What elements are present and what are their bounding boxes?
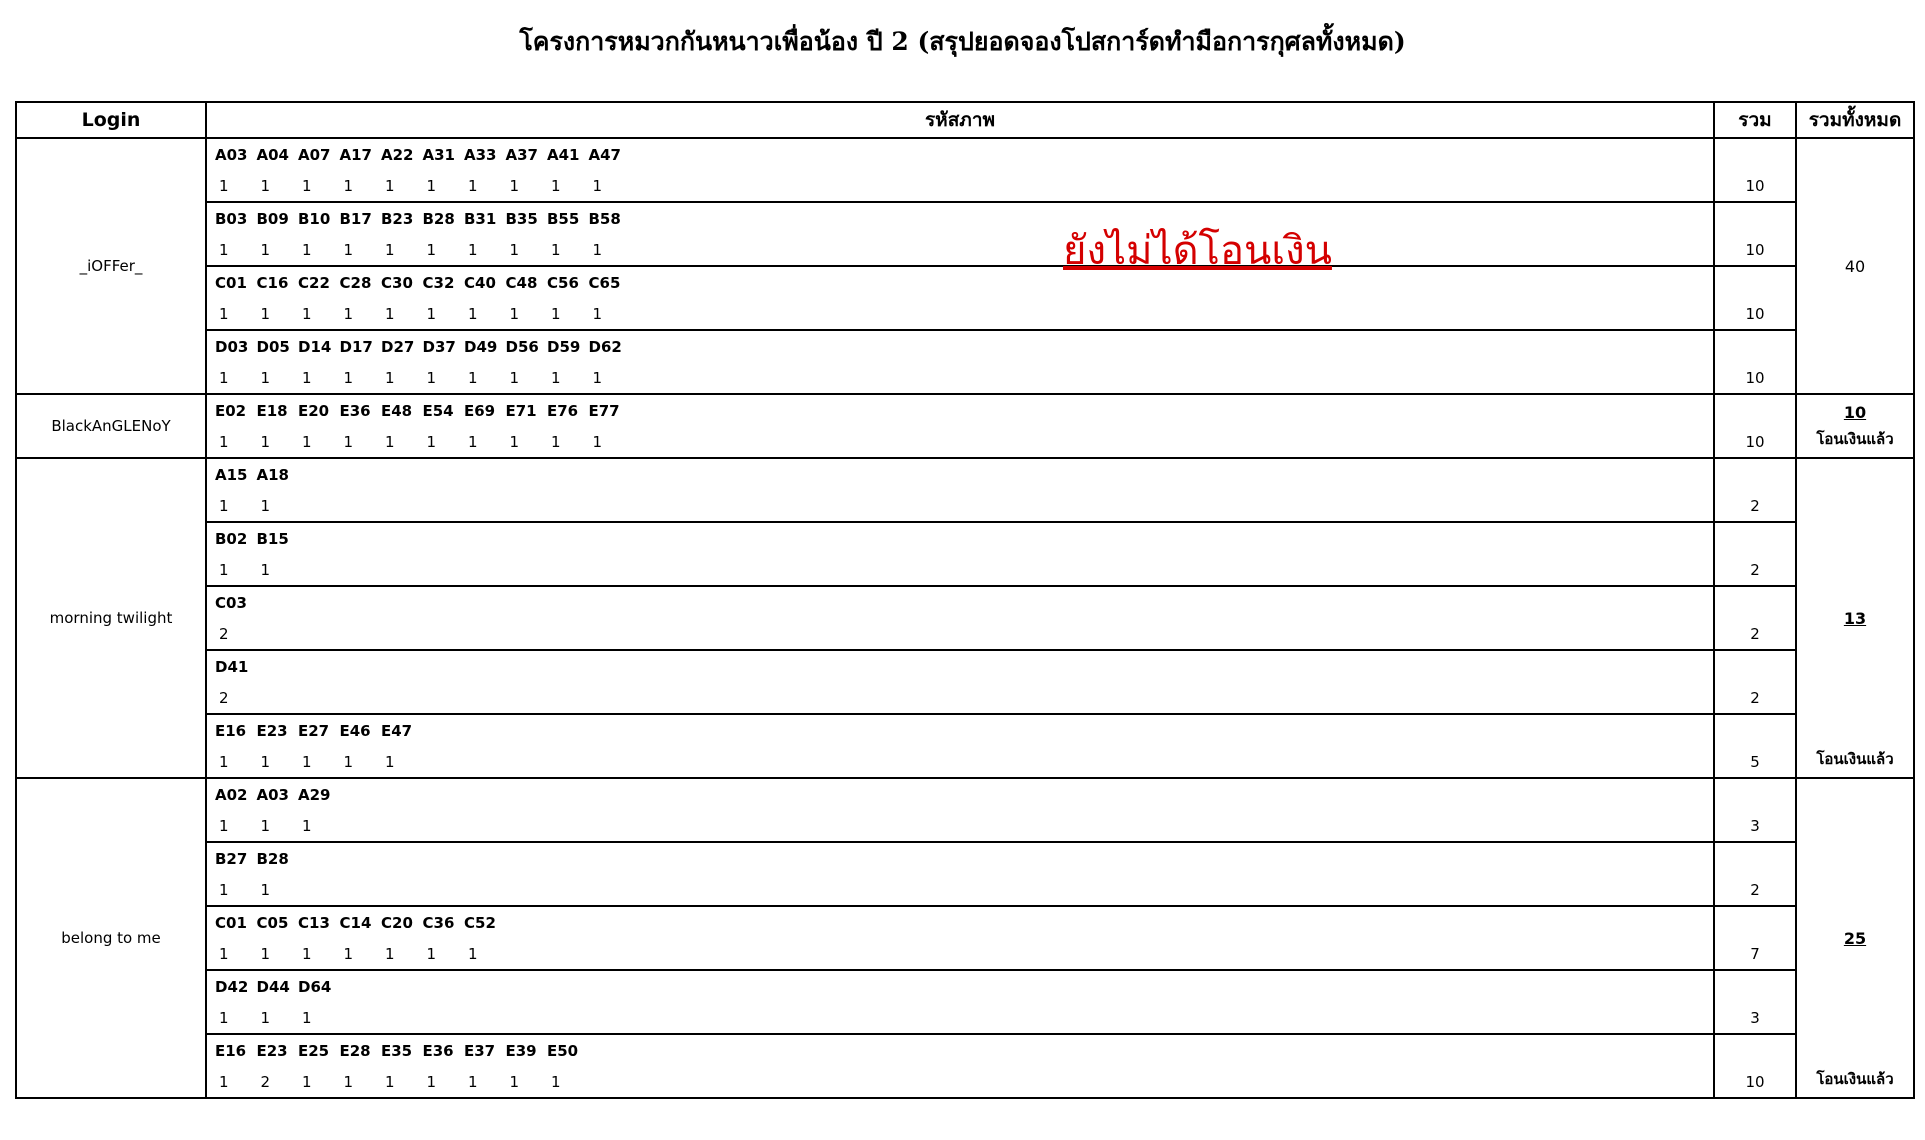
codes-block — [215, 331, 1713, 393]
image-code: E46 — [339, 721, 371, 740]
image-code: D03 — [215, 337, 249, 356]
quantity-value: 1 — [426, 304, 437, 323]
image-code: C30 — [381, 273, 413, 292]
codes-block — [215, 907, 1713, 969]
quantity-value: 1 — [551, 304, 561, 323]
image-code: A15 — [215, 465, 248, 484]
image-code: E50 — [547, 1041, 579, 1060]
codes-cell — [206, 1034, 1714, 1098]
quantity-line — [215, 1073, 1713, 1091]
image-code: E48 — [381, 401, 413, 420]
image-code: E71 — [505, 401, 537, 420]
quantity-value: 1 — [260, 240, 271, 259]
quantity-value: 1 — [302, 432, 312, 451]
quantity-value: 2 — [219, 688, 229, 707]
image-code: E36 — [339, 401, 371, 420]
quantity-value: 1 — [592, 304, 603, 323]
image-code-line — [215, 850, 1713, 868]
image-code: D27 — [381, 337, 415, 356]
codes-block — [215, 267, 1713, 329]
image-code-line — [215, 530, 1713, 548]
codes-cell — [206, 330, 1714, 394]
image-code-line — [215, 594, 1713, 612]
quantity-value: 1 — [385, 240, 395, 259]
quantity-value: 1 — [426, 1072, 437, 1091]
image-code: E27 — [298, 721, 330, 740]
codes-cell — [206, 906, 1714, 970]
quantity-value: 1 — [551, 368, 561, 387]
quantity-line — [215, 177, 1713, 195]
image-code: D14 — [298, 337, 332, 356]
quantity-value: 1 — [260, 816, 271, 835]
image-code: A47 — [588, 145, 621, 164]
image-code: B55 — [547, 209, 580, 228]
image-code: D49 — [464, 337, 498, 356]
login-cell: belong to me — [16, 778, 206, 1098]
quantity-value: 1 — [302, 816, 312, 835]
quantity-line — [215, 305, 1713, 323]
image-code: E35 — [381, 1041, 413, 1060]
quantity-value: 1 — [260, 304, 271, 323]
row-sum: 2 — [1714, 650, 1796, 714]
quantity-value: 1 — [260, 368, 271, 387]
table-row — [16, 650, 1914, 714]
image-code: C03 — [215, 593, 247, 612]
image-code-line — [215, 658, 1713, 676]
table-row — [16, 842, 1914, 906]
codes-block — [215, 651, 1713, 713]
image-code: C01 — [215, 913, 247, 932]
total-cell — [1796, 138, 1914, 394]
quantity-line — [215, 497, 1713, 515]
login-cell: _iOFFer_ — [16, 138, 206, 394]
quantity-value: 1 — [551, 1072, 561, 1091]
unpaid-stamp: ยังไม่ได้โอนเงิน — [1063, 228, 1332, 274]
row-sum: 10 — [1714, 1034, 1796, 1098]
table-row — [16, 1034, 1914, 1098]
image-code: A33 — [464, 145, 497, 164]
codes-block — [215, 587, 1713, 649]
table-row — [16, 394, 1914, 458]
table-row — [16, 138, 1914, 202]
quantity-value: 1 — [219, 176, 229, 195]
total-cell — [1796, 778, 1914, 1098]
quantity-value: 1 — [302, 752, 312, 771]
image-code: A31 — [422, 145, 455, 164]
quantity-value: 1 — [219, 240, 229, 259]
image-code: E25 — [298, 1041, 330, 1060]
quantity-line — [215, 753, 1713, 771]
quantity-value: 1 — [468, 368, 478, 387]
quantity-value: 1 — [468, 240, 478, 259]
image-code: E16 — [215, 721, 247, 740]
codes-cell — [206, 458, 1714, 522]
table-row — [16, 458, 1914, 522]
image-code: D62 — [588, 337, 622, 356]
quantity-value: 1 — [426, 944, 437, 963]
image-code: C36 — [422, 913, 455, 932]
quantity-value: 1 — [385, 944, 395, 963]
image-code: A41 — [547, 145, 580, 164]
image-code: C16 — [256, 273, 289, 292]
image-code-line — [215, 1042, 1713, 1060]
image-code: B03 — [215, 209, 248, 228]
quantity-value: 1 — [385, 432, 395, 451]
image-code: B15 — [256, 529, 289, 548]
quantity-value: 1 — [509, 304, 520, 323]
row-sum: 2 — [1714, 458, 1796, 522]
image-code-line — [215, 402, 1713, 420]
table-row — [16, 586, 1914, 650]
image-code: A22 — [381, 145, 414, 164]
codes-block — [215, 139, 1713, 201]
quantity-value: 1 — [302, 1008, 312, 1027]
quantity-value: 1 — [260, 1008, 271, 1027]
image-code: C56 — [547, 273, 579, 292]
row-sum: 7 — [1714, 906, 1796, 970]
quantity-value: 1 — [468, 432, 478, 451]
row-sum: 10 — [1714, 138, 1796, 202]
image-code: E54 — [422, 401, 454, 420]
quantity-value: 1 — [468, 1072, 478, 1091]
image-code-line — [215, 786, 1713, 804]
row-sum: 2 — [1714, 522, 1796, 586]
quantity-value: 1 — [219, 560, 229, 579]
table-body — [16, 138, 1914, 1098]
quantity-value: 1 — [302, 304, 312, 323]
quantity-line — [215, 881, 1713, 899]
row-sum: 2 — [1714, 842, 1796, 906]
quantity-value: 1 — [426, 368, 437, 387]
codes-cell — [206, 650, 1714, 714]
quantity-value: 1 — [551, 432, 561, 451]
image-code-line — [215, 210, 1713, 228]
table-row — [16, 202, 1914, 266]
image-code-line — [215, 722, 1713, 740]
quantity-value: 1 — [426, 240, 437, 259]
quantity-line — [215, 817, 1713, 835]
total-value: 13 — [1843, 608, 1867, 628]
table-row — [16, 266, 1914, 330]
image-code: C01 — [215, 273, 247, 292]
quantity-value: 1 — [260, 176, 271, 195]
image-code: C32 — [422, 273, 455, 292]
header-sum: รวม — [1714, 102, 1796, 138]
image-code: B17 — [339, 209, 372, 228]
image-code: A03 — [256, 785, 289, 804]
codes-block — [215, 779, 1713, 841]
table-row — [16, 970, 1914, 1034]
quantity-value: 2 — [219, 624, 229, 643]
orders-table — [15, 101, 1915, 1099]
quantity-value: 1 — [219, 496, 229, 515]
image-code: E16 — [215, 1041, 247, 1060]
row-sum: 2 — [1714, 586, 1796, 650]
row-sum: 10 — [1714, 266, 1796, 330]
header-codes: รหัสภาพ — [206, 102, 1714, 138]
quantity-value: 1 — [219, 1008, 229, 1027]
quantity-value: 1 — [426, 432, 437, 451]
quantity-value: 2 — [260, 1072, 271, 1091]
image-code: E36 — [422, 1041, 454, 1060]
image-code: C48 — [505, 273, 538, 292]
quantity-value: 1 — [219, 432, 229, 451]
image-code: E39 — [505, 1041, 537, 1060]
total-cell — [1796, 394, 1914, 458]
image-code: D41 — [215, 657, 249, 676]
image-code: A04 — [256, 145, 289, 164]
paid-status: โอนเงินแล้ว — [1816, 1070, 1894, 1088]
image-code: A18 — [256, 465, 289, 484]
table-row — [16, 714, 1914, 778]
codes-cell — [206, 970, 1714, 1034]
codes-cell — [206, 586, 1714, 650]
image-code: A17 — [339, 145, 372, 164]
image-code: C52 — [464, 913, 496, 932]
quantity-value: 1 — [260, 560, 271, 579]
quantity-value: 1 — [343, 368, 354, 387]
quantity-value: 1 — [385, 368, 395, 387]
quantity-value: 1 — [343, 1072, 354, 1091]
image-code: C22 — [298, 273, 330, 292]
image-code: B23 — [381, 209, 414, 228]
image-code: E18 — [256, 401, 288, 420]
table-row — [16, 522, 1914, 586]
header-row — [16, 102, 1914, 138]
image-code: D44 — [256, 977, 290, 996]
image-code-line — [215, 978, 1713, 996]
quantity-value: 1 — [260, 944, 271, 963]
image-code: D37 — [422, 337, 456, 356]
quantity-value: 1 — [219, 368, 229, 387]
quantity-value: 1 — [592, 368, 603, 387]
image-code: E47 — [381, 721, 413, 740]
quantity-value: 1 — [385, 1072, 395, 1091]
image-code: E23 — [256, 721, 288, 740]
image-code: C65 — [588, 273, 621, 292]
codes-block — [215, 715, 1713, 777]
image-code: B28 — [422, 209, 455, 228]
codes-block — [215, 1035, 1713, 1097]
header-login: Login — [16, 102, 206, 138]
quantity-value: 1 — [302, 176, 312, 195]
paid-status: โอนเงินแล้ว — [1816, 430, 1894, 448]
quantity-value: 1 — [219, 816, 229, 835]
image-code: A37 — [505, 145, 538, 164]
row-sum: 3 — [1714, 970, 1796, 1034]
quantity-value: 1 — [385, 752, 395, 771]
codes-block — [215, 459, 1713, 521]
codes-block — [215, 203, 1713, 265]
quantity-line — [215, 625, 1713, 643]
quantity-value: 1 — [426, 176, 437, 195]
image-code: D64 — [298, 977, 332, 996]
image-code: C14 — [339, 913, 372, 932]
quantity-value: 1 — [260, 880, 271, 899]
quantity-value: 1 — [343, 176, 354, 195]
quantity-value: 1 — [468, 944, 478, 963]
quantity-value: 1 — [302, 368, 312, 387]
quantity-value: 1 — [509, 176, 520, 195]
page-title: โครงการหมวกกันหนาวเพื่อน้อง ปี 2 (สรุปยอดจองโปสการ์ดทำมือการกุศลทั้งหมด) — [519, 27, 1406, 56]
quantity-value: 1 — [219, 752, 229, 771]
quantity-value: 1 — [343, 240, 354, 259]
image-code: C05 — [256, 913, 289, 932]
quantity-value: 1 — [302, 944, 312, 963]
image-code: E23 — [256, 1041, 288, 1060]
header-total: รวมทั้งหมด — [1796, 102, 1914, 138]
image-code: D42 — [215, 977, 249, 996]
image-code: E28 — [339, 1041, 371, 1060]
image-code: C13 — [298, 913, 330, 932]
codes-cell — [206, 842, 1714, 906]
codes-cell — [206, 778, 1714, 842]
image-code: B31 — [464, 209, 497, 228]
table-row — [16, 330, 1914, 394]
table-row — [16, 906, 1914, 970]
image-code: E02 — [215, 401, 247, 420]
row-sum: 10 — [1714, 330, 1796, 394]
image-code: E37 — [464, 1041, 496, 1060]
quantity-value: 1 — [509, 240, 520, 259]
image-code: A07 — [298, 145, 331, 164]
quantity-value: 1 — [343, 944, 354, 963]
codes-cell — [206, 266, 1714, 330]
codes-block — [215, 971, 1713, 1033]
quantity-value: 1 — [551, 240, 561, 259]
quantity-line — [215, 369, 1713, 387]
image-code-line — [215, 146, 1713, 164]
quantity-line — [215, 561, 1713, 579]
image-code: C28 — [339, 273, 372, 292]
row-sum: 5 — [1714, 714, 1796, 778]
codes-block — [215, 523, 1713, 585]
image-code: B58 — [588, 209, 621, 228]
quantity-value: 1 — [592, 432, 603, 451]
image-code: D05 — [256, 337, 290, 356]
image-code-line — [215, 466, 1713, 484]
image-code: D56 — [505, 337, 539, 356]
quantity-line — [215, 241, 1713, 259]
quantity-value: 1 — [343, 432, 354, 451]
quantity-value: 1 — [509, 368, 520, 387]
quantity-value: 1 — [509, 432, 520, 451]
image-code-line — [215, 338, 1713, 356]
quantity-value: 1 — [551, 176, 561, 195]
image-code: E76 — [547, 401, 579, 420]
codes-cell — [206, 522, 1714, 586]
quantity-value: 1 — [592, 176, 603, 195]
login-cell: BlackAnGLENoY — [16, 394, 206, 458]
image-code: A29 — [298, 785, 331, 804]
quantity-value: 1 — [260, 752, 271, 771]
image-code-line — [215, 274, 1713, 292]
quantity-value: 1 — [343, 752, 354, 771]
table-row — [16, 778, 1914, 842]
codes-block — [215, 395, 1713, 457]
total-value: 10 — [1843, 403, 1867, 422]
image-code: B35 — [505, 209, 538, 228]
image-code: B28 — [256, 849, 289, 868]
image-code: E77 — [588, 401, 620, 420]
quantity-value: 1 — [219, 880, 229, 899]
image-code: B09 — [256, 209, 289, 228]
codes-cell — [206, 202, 1714, 266]
login-cell: morning twilight — [16, 458, 206, 778]
quantity-line — [215, 689, 1713, 707]
total-cell — [1796, 458, 1914, 778]
image-code: D17 — [339, 337, 373, 356]
row-sum: 10 — [1714, 394, 1796, 458]
quantity-value: 1 — [302, 1072, 312, 1091]
quantity-value: 1 — [343, 304, 354, 323]
quantity-value: 1 — [385, 304, 395, 323]
quantity-value: 1 — [468, 176, 478, 195]
image-code: A02 — [215, 785, 248, 804]
row-sum: 3 — [1714, 778, 1796, 842]
quantity-value: 1 — [260, 432, 271, 451]
row-sum: 10 — [1714, 202, 1796, 266]
quantity-value: 1 — [509, 1072, 520, 1091]
quantity-value: 1 — [592, 240, 603, 259]
image-code: C20 — [381, 913, 413, 932]
quantity-value: 1 — [302, 240, 312, 259]
image-code: C40 — [464, 273, 496, 292]
image-code-line — [215, 914, 1713, 932]
quantity-value: 1 — [468, 304, 478, 323]
total-value: 25 — [1843, 928, 1867, 948]
quantity-value: 1 — [385, 176, 395, 195]
codes-cell — [206, 394, 1714, 458]
codes-block — [215, 843, 1713, 905]
total-value: 40 — [1844, 256, 1866, 276]
image-code: E20 — [298, 401, 330, 420]
image-code: B02 — [215, 529, 248, 548]
quantity-line — [215, 433, 1713, 451]
quantity-line — [215, 1009, 1713, 1027]
image-code: B10 — [298, 209, 331, 228]
quantity-line — [215, 945, 1713, 963]
image-code: A03 — [215, 145, 248, 164]
image-code: D59 — [547, 337, 581, 356]
quantity-value: 1 — [219, 304, 229, 323]
quantity-value: 1 — [219, 944, 229, 963]
image-code: E69 — [464, 401, 496, 420]
paid-status: โอนเงินแล้ว — [1816, 750, 1894, 768]
quantity-value: 1 — [260, 496, 271, 515]
codes-cell — [206, 714, 1714, 778]
quantity-value: 1 — [219, 1072, 229, 1091]
codes-cell — [206, 138, 1714, 202]
image-code: B27 — [215, 849, 248, 868]
